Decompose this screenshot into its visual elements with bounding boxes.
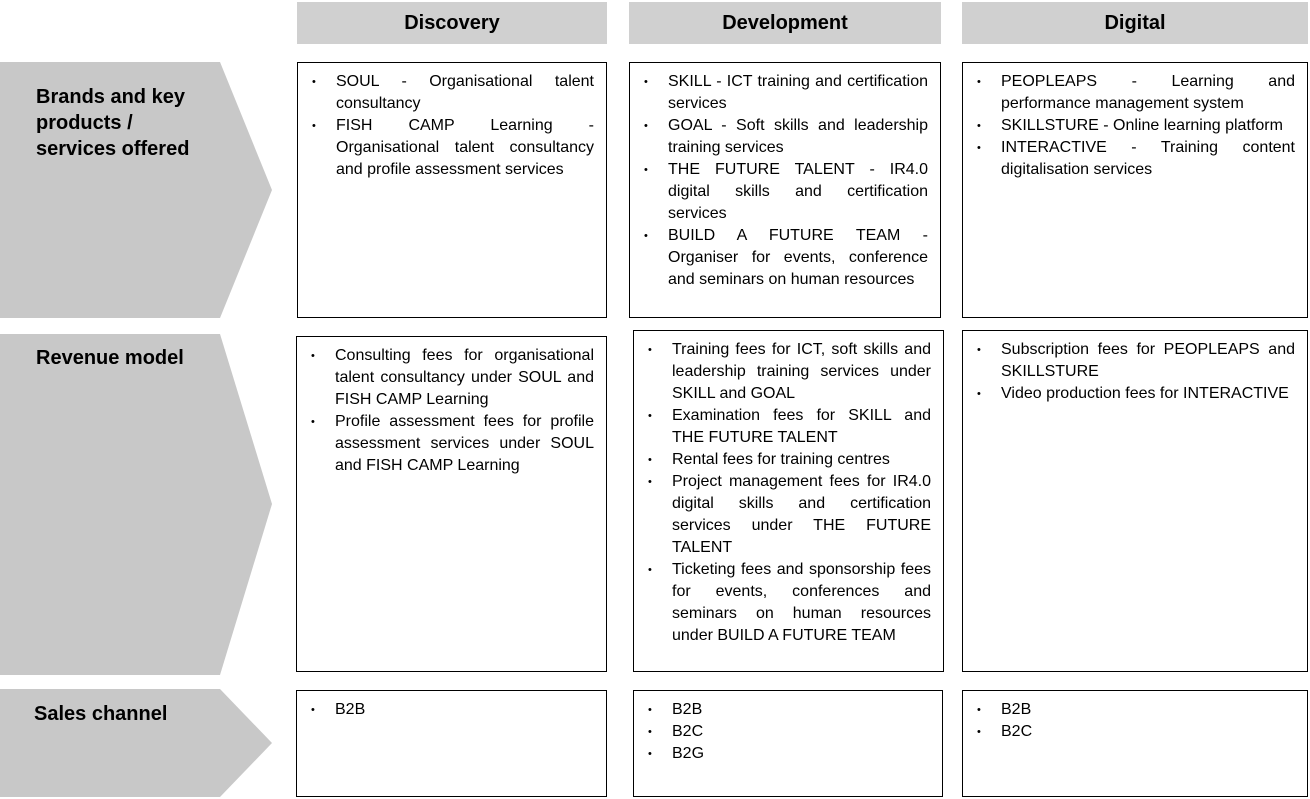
bullet-list <box>307 345 594 477</box>
bullet-item: • GOAL - Soft skills and leadership training services <box>640 115 928 159</box>
bullet-item: • Examination fees for SKILL and THE FUTURE TALENT <box>644 405 931 449</box>
row-label-revenue <box>0 334 272 675</box>
bullet-list <box>307 699 594 721</box>
bullet-item: • Profile assessment fees for profile assessment services under SOUL and FISH CAMP Learning <box>307 411 594 477</box>
row-label-brands <box>0 62 272 318</box>
column-header-development: Development <box>629 2 941 44</box>
bullet-item: • Video production fees for INTERACTIVE <box>973 383 1295 405</box>
bullet-item: • Training fees for ICT, soft skills and leadership training services under SKILL and GOAL <box>644 339 931 405</box>
cell-revenue-digital <box>962 330 1308 672</box>
bullet-list <box>973 339 1295 405</box>
cell-brands-digital <box>962 62 1308 318</box>
cell-sales-discovery <box>296 690 607 797</box>
cell-revenue-discovery <box>296 336 607 672</box>
bullet-list <box>973 699 1295 743</box>
cell-revenue-development <box>633 330 944 672</box>
bullet-list <box>973 71 1295 181</box>
bullet-item: • Consulting fees for organisational talent consultancy under SOUL and FISH CAMP Learning <box>307 345 594 411</box>
bullet-item: • Rental fees for training centres <box>644 449 931 471</box>
row-label-sales <box>0 689 272 797</box>
bullet-item: • BUILD A FUTURE TEAM - Organiser for events, conference and seminars on human resources <box>640 225 928 291</box>
bullet-item: • B2B <box>307 699 594 721</box>
bullet-item: • B2B <box>973 699 1295 721</box>
bullet-item: • PEOPLEAPS - Learning and performance management system <box>973 71 1295 115</box>
cell-sales-digital <box>962 690 1308 797</box>
bullet-item: • B2B <box>644 699 930 721</box>
row-label-text: Revenue model <box>36 347 184 369</box>
bullet-item: • SKILL - ICT training and certification services <box>640 71 928 115</box>
bullet-item: • B2G <box>644 743 930 765</box>
bullet-item: • SOUL - Organisational talent consultancy <box>308 71 594 115</box>
bullet-list <box>644 699 930 765</box>
cell-sales-development <box>633 690 943 797</box>
cell-brands-discovery <box>297 62 607 318</box>
column-header-digital: Digital <box>962 2 1308 44</box>
bullet-item: • THE FUTURE TALENT - IR4.0 digital skills and certification services <box>640 159 928 225</box>
bullet-item: • FISH CAMP Learning - Organisational talent consultancy and profile assessment services <box>308 115 594 181</box>
column-header-discovery: Discovery <box>297 2 607 44</box>
bullet-list <box>308 71 594 181</box>
bullet-item: • Subscription fees for PEOPLEAPS and SKILLSTURE <box>973 339 1295 383</box>
bullet-item: • B2C <box>973 721 1295 743</box>
bullet-item: • Project management fees for IR4.0 digital skills and certification services under THE FUTURE TALENT <box>644 471 931 559</box>
chevron-arrow-shape <box>0 334 272 675</box>
row-label-text: Sales channel <box>34 703 168 725</box>
bullet-item: • B2C <box>644 721 930 743</box>
bullet-list <box>644 339 931 647</box>
row-label-text: Brands and key products / services offered <box>36 86 190 160</box>
bullet-item: • SKILLSTURE - Online learning platform <box>973 115 1295 137</box>
cell-brands-development <box>629 62 941 318</box>
bullet-item: • Ticketing fees and sponsorship fees for events, conferences and seminars on human resources under BUILD A FUTURE TEAM <box>644 559 931 647</box>
bullet-list <box>640 71 928 291</box>
bullet-item: • INTERACTIVE - Training content digitalisation services <box>973 137 1295 181</box>
